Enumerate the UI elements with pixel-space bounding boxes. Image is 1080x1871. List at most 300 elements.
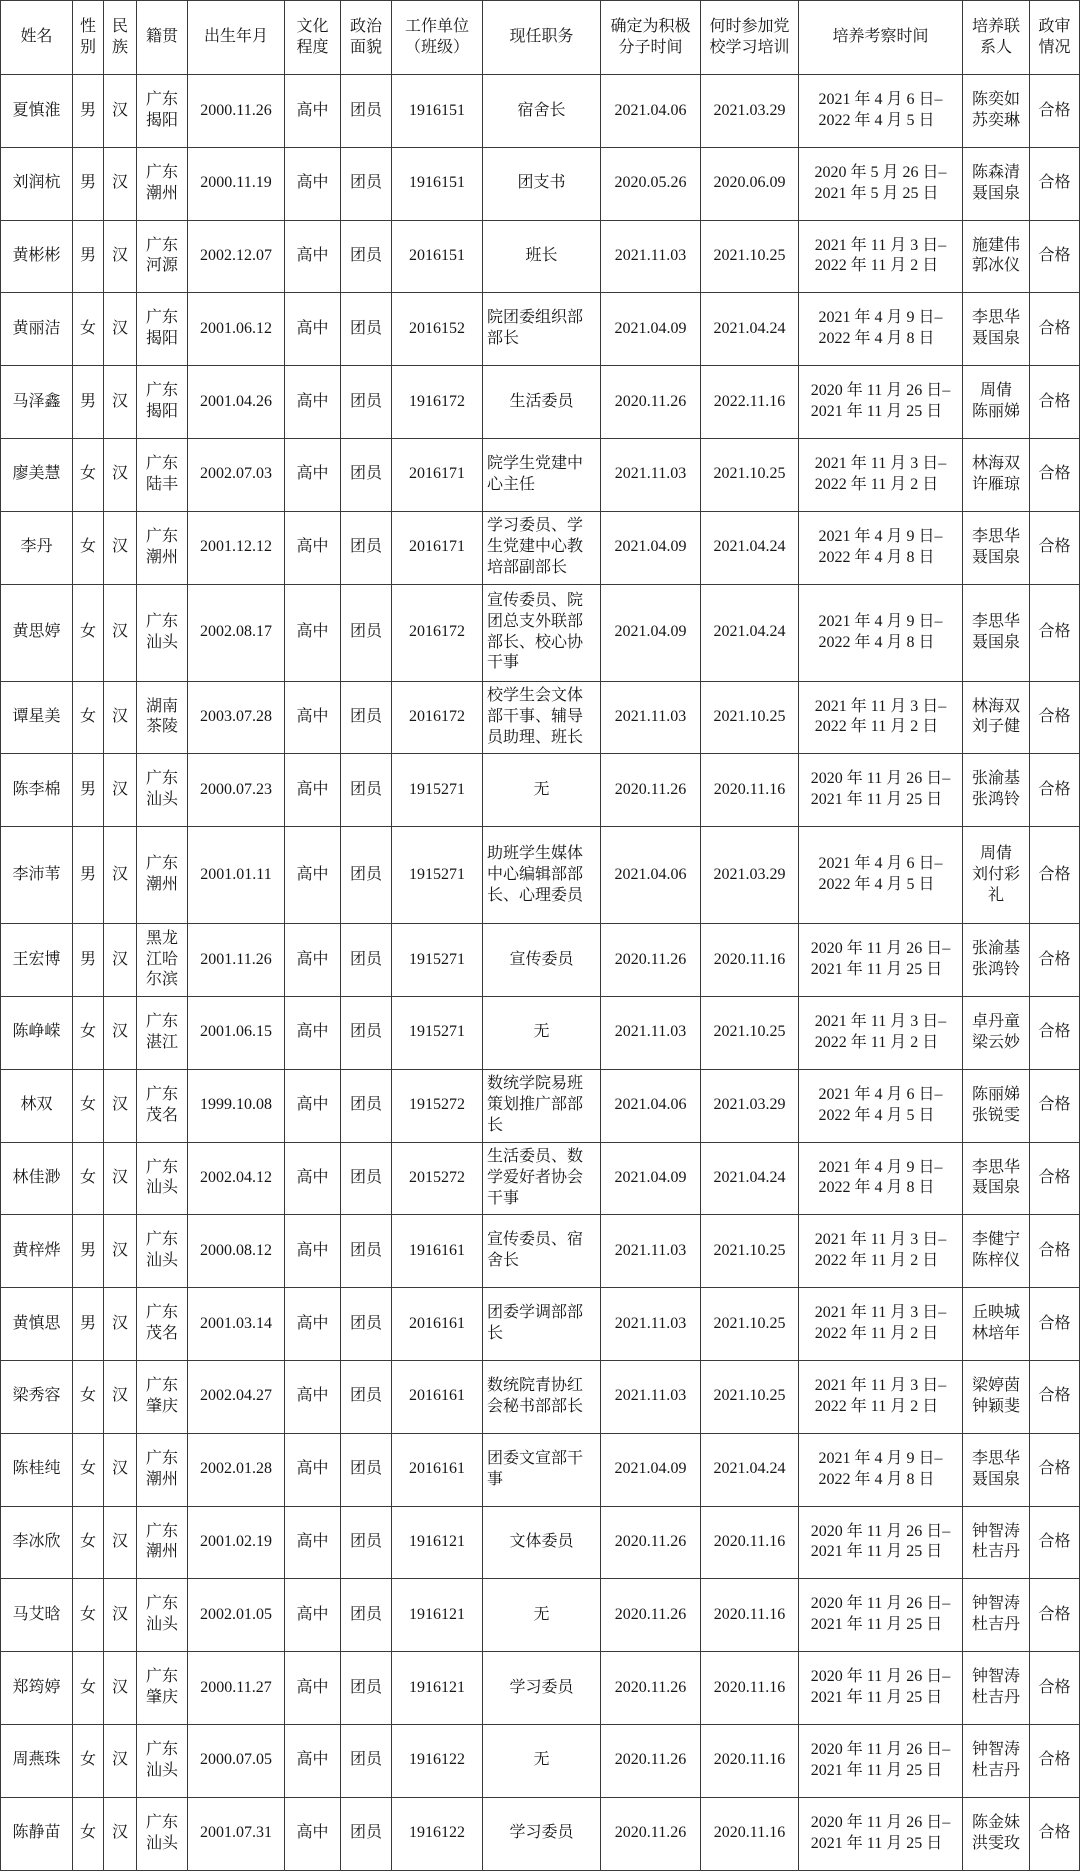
cell-work-unit: 1915271 [392, 827, 483, 924]
period-end: 2022 年 4 月 8 日 [818, 548, 935, 566]
cell-review-status: 合格 [1030, 366, 1080, 439]
header-line: 工作单位 [404, 17, 469, 35]
cell-education: 高中 [285, 366, 341, 439]
period-end: 2021 年 11 月 25 日 [810, 961, 943, 979]
header-line: （班级） [404, 38, 469, 56]
header-contacts [963, 1, 1030, 75]
contact-name: 李思华 [971, 1158, 1020, 1176]
cell-party-school-date: 2020.11.16 [701, 1724, 799, 1797]
cell-position [483, 1433, 601, 1506]
cell-gender: 男 [73, 827, 104, 924]
period-start: 2021 年 11 月 3 日– [814, 1231, 947, 1249]
header-training-period [799, 1, 963, 75]
contact-name: 丘映城 [971, 1304, 1020, 1322]
cell-review-status: 合格 [1030, 1069, 1080, 1142]
cell-birth-date: 2002.01.28 [188, 1433, 285, 1506]
cell-political-status: 团员 [341, 1652, 392, 1725]
cell-activist-date: 2021.04.06 [601, 1069, 701, 1142]
period-end: 2021 年 11 月 25 日 [810, 1834, 943, 1852]
contact-name: 刘付彩礼 [971, 865, 1020, 904]
cell-party-school-date: 2020.06.09 [701, 147, 799, 220]
table-row [1, 681, 1080, 754]
header-native-place [137, 1, 188, 75]
cell-training-period [799, 1215, 963, 1288]
cell-party-school-date: 2021.10.25 [701, 996, 799, 1069]
cell-birth-date: 2000.11.19 [188, 147, 285, 220]
contact-name: 钟智涛 [971, 1741, 1020, 1759]
cell-birth-date: 2001.06.12 [188, 293, 285, 366]
table-row [1, 220, 1080, 293]
cell-birth-date: 2001.07.31 [188, 1797, 285, 1870]
period-range [811, 939, 950, 981]
period-range [815, 1230, 946, 1272]
period-start: 2021 年 11 月 3 日– [814, 455, 947, 473]
cell-training-period [799, 1069, 963, 1142]
cell-ethnicity: 汉 [104, 1142, 137, 1215]
cell-political-status: 团员 [341, 681, 392, 754]
cell-party-school-date: 2020.11.16 [701, 1652, 799, 1725]
contact-name: 李思华 [971, 1449, 1020, 1467]
cell-party-school-date: 2021.10.25 [701, 681, 799, 754]
contact-name: 李思华 [971, 527, 1020, 545]
cell-position [483, 924, 601, 997]
position-text: 宣传委员、宿舍长 [487, 1231, 584, 1270]
cell-party-school-date: 2021.04.24 [701, 511, 799, 584]
cell-gender: 女 [73, 1360, 104, 1433]
position-text: 无 [533, 1751, 550, 1769]
cell-contacts [963, 147, 1030, 220]
cell-position [483, 293, 601, 366]
period-range [818, 1449, 942, 1491]
cell-name: 黄丽洁 [1, 293, 73, 366]
contact-name: 周倩 [979, 844, 1012, 862]
period-end: 2022 年 4 月 5 日 [818, 1106, 935, 1124]
cell-gender: 女 [73, 1797, 104, 1870]
contact-name: 苏奕琳 [971, 111, 1020, 129]
cell-gender: 女 [73, 1433, 104, 1506]
table-row [1, 293, 1080, 366]
cell-education: 高中 [285, 1652, 341, 1725]
cell-native-place: 广东汕头 [137, 1215, 188, 1288]
cell-ethnicity: 汉 [104, 584, 137, 681]
period-range [818, 308, 942, 350]
cell-activist-date: 2020.11.26 [601, 366, 701, 439]
cell-review-status: 合格 [1030, 293, 1080, 366]
cell-political-status: 团员 [341, 1724, 392, 1797]
cell-work-unit: 1916172 [392, 366, 483, 439]
cell-work-unit: 1916122 [392, 1724, 483, 1797]
cell-ethnicity: 汉 [104, 1652, 137, 1725]
cell-education: 高中 [285, 1579, 341, 1652]
period-start: 2020 年 11 月 26 日– [810, 1668, 951, 1686]
cell-ethnicity: 汉 [104, 438, 137, 511]
header-party-school-date [701, 1, 799, 75]
cell-education: 高中 [285, 1724, 341, 1797]
cell-review-status: 合格 [1030, 1724, 1080, 1797]
cell-activist-date: 2020.11.26 [601, 1506, 701, 1579]
position-text: 文体委员 [509, 1533, 574, 1551]
cell-position [483, 366, 601, 439]
cell-ethnicity: 汉 [104, 754, 137, 827]
contact-name: 聂国泉 [971, 1179, 1020, 1197]
cell-education: 高中 [285, 220, 341, 293]
period-range [811, 769, 950, 811]
period-end: 2021 年 11 月 25 日 [810, 1543, 943, 1561]
cell-work-unit: 1915272 [392, 1069, 483, 1142]
cell-gender: 女 [73, 1142, 104, 1215]
header-ethnicity [104, 1, 137, 75]
period-start: 2021 年 11 月 3 日– [814, 1013, 947, 1031]
cell-review-status: 合格 [1030, 1215, 1080, 1288]
period-start: 2020 年 11 月 26 日– [810, 1813, 951, 1831]
cell-contacts [963, 1215, 1030, 1288]
cell-work-unit: 1916122 [392, 1797, 483, 1870]
cell-gender: 女 [73, 438, 104, 511]
cell-gender: 男 [73, 366, 104, 439]
cell-political-status: 团员 [341, 924, 392, 997]
period-end: 2021 年 11 月 25 日 [810, 1616, 943, 1634]
cell-ethnicity: 汉 [104, 1433, 137, 1506]
cell-ethnicity: 汉 [104, 366, 137, 439]
cell-ethnicity: 汉 [104, 1288, 137, 1361]
cell-training-period [799, 1360, 963, 1433]
cell-review-status: 合格 [1030, 924, 1080, 997]
cell-party-school-date: 2020.11.16 [701, 1506, 799, 1579]
cell-work-unit: 1915271 [392, 924, 483, 997]
cell-review-status: 合格 [1030, 1797, 1080, 1870]
cell-political-status: 团员 [341, 366, 392, 439]
cell-name: 陈峥嵘 [1, 996, 73, 1069]
table-row [1, 1433, 1080, 1506]
contact-name: 陈森清 [971, 163, 1020, 181]
table-row [1, 147, 1080, 220]
cell-position [483, 147, 601, 220]
header-line: 别 [79, 38, 96, 56]
cell-position [483, 1360, 601, 1433]
cell-party-school-date: 2021.04.24 [701, 293, 799, 366]
cell-position [483, 1797, 601, 1870]
contact-name: 张鸿铃 [971, 961, 1020, 979]
cell-education: 高中 [285, 1797, 341, 1870]
cell-position [483, 1142, 601, 1215]
cell-party-school-date: 2020.11.16 [701, 754, 799, 827]
header-line: 性 [79, 17, 96, 35]
cell-ethnicity: 汉 [104, 511, 137, 584]
header-line: 出生年月 [203, 28, 268, 46]
cell-contacts [963, 1288, 1030, 1361]
contact-name: 卓丹童 [971, 1013, 1020, 1031]
cell-political-status: 团员 [341, 1797, 392, 1870]
cell-review-status: 合格 [1030, 1652, 1080, 1725]
cell-position [483, 1288, 601, 1361]
cell-native-place: 广东潮州 [137, 827, 188, 924]
cell-political-status: 团员 [341, 1142, 392, 1215]
period-start: 2021 年 4 月 9 日– [818, 309, 943, 327]
contact-name: 杜吉丹 [971, 1543, 1020, 1561]
period-end: 2022 年 11 月 2 日 [814, 257, 939, 275]
position-text: 生活委员 [509, 392, 574, 410]
period-end: 2021 年 11 月 25 日 [810, 791, 943, 809]
cell-contacts [963, 584, 1030, 681]
cell-work-unit: 1916121 [392, 1652, 483, 1725]
cell-gender: 女 [73, 1506, 104, 1579]
table-body [1, 75, 1080, 1871]
cell-political-status: 团员 [341, 1069, 392, 1142]
cell-education: 高中 [285, 438, 341, 511]
cell-birth-date: 2002.07.03 [188, 438, 285, 511]
cell-activist-date: 2020.05.26 [601, 147, 701, 220]
cell-contacts [963, 924, 1030, 997]
contact-name: 杜吉丹 [971, 1616, 1020, 1634]
cell-gender: 男 [73, 75, 104, 148]
cell-work-unit: 1915271 [392, 996, 483, 1069]
cell-activist-date: 2021.11.03 [601, 1215, 701, 1288]
cell-political-status: 团员 [341, 584, 392, 681]
cell-activist-date: 2020.11.26 [601, 924, 701, 997]
cell-review-status: 合格 [1030, 1360, 1080, 1433]
period-start: 2021 年 4 月 6 日– [818, 91, 943, 109]
cell-ethnicity: 汉 [104, 1215, 137, 1288]
position-text: 团委学调部部长 [487, 1304, 584, 1343]
period-end: 2022 年 4 月 8 日 [818, 1470, 935, 1488]
table-row [1, 996, 1080, 1069]
cell-birth-date: 2001.03.14 [188, 1288, 285, 1361]
cell-work-unit: 1915271 [392, 754, 483, 827]
cell-education: 高中 [285, 827, 341, 924]
cell-ethnicity: 汉 [104, 293, 137, 366]
cell-work-unit: 2016161 [392, 1360, 483, 1433]
period-start: 2020 年 11 月 26 日– [810, 382, 951, 400]
header-gender [73, 1, 104, 75]
cell-training-period [799, 1433, 963, 1506]
contact-name: 聂国泉 [971, 633, 1020, 651]
cell-ethnicity: 汉 [104, 1506, 137, 1579]
cell-education: 高中 [285, 293, 341, 366]
cell-activist-date: 2021.04.09 [601, 1142, 701, 1215]
cell-party-school-date: 2021.10.25 [701, 220, 799, 293]
position-text: 无 [533, 780, 550, 798]
header-line: 程度 [296, 38, 329, 56]
cell-education: 高中 [285, 996, 341, 1069]
contact-name: 梁婷茵 [971, 1377, 1020, 1395]
cell-activist-date: 2021.11.03 [601, 1288, 701, 1361]
period-range [814, 163, 946, 205]
cell-political-status: 团员 [341, 827, 392, 924]
period-range [811, 1522, 950, 1564]
cell-work-unit: 2016161 [392, 1288, 483, 1361]
period-range [815, 1303, 946, 1345]
cell-political-status: 团员 [341, 1215, 392, 1288]
header-line: 面貌 [349, 38, 382, 56]
cell-name: 李丹 [1, 511, 73, 584]
contact-name: 钟智涛 [971, 1668, 1020, 1686]
cell-contacts [963, 75, 1030, 148]
cell-native-place: 广东潮州 [137, 511, 188, 584]
cell-position [483, 827, 601, 924]
cell-ethnicity: 汉 [104, 1360, 137, 1433]
cell-party-school-date: 2021.10.25 [701, 1215, 799, 1288]
cell-training-period [799, 147, 963, 220]
cell-gender: 男 [73, 754, 104, 827]
contact-name: 张渝基 [971, 940, 1020, 958]
period-end: 2022 年 11 月 2 日 [814, 718, 939, 736]
contact-name: 李思华 [971, 309, 1020, 327]
cell-gender: 女 [73, 681, 104, 754]
cell-contacts [963, 511, 1030, 584]
cell-review-status: 合格 [1030, 438, 1080, 511]
period-end: 2022 年 4 月 8 日 [818, 633, 935, 651]
cell-gender: 女 [73, 1579, 104, 1652]
period-range [811, 381, 950, 423]
cell-birth-date: 2000.07.23 [188, 754, 285, 827]
cell-review-status: 合格 [1030, 996, 1080, 1069]
cell-party-school-date: 2021.04.24 [701, 1142, 799, 1215]
table-row [1, 924, 1080, 997]
position-text: 校学生会文体部干事、辅导员助理、班长 [487, 687, 584, 746]
period-range [815, 236, 946, 278]
cell-party-school-date: 2022.11.16 [701, 366, 799, 439]
cell-activist-date: 2021.11.03 [601, 220, 701, 293]
cell-name: 黄梓烨 [1, 1215, 73, 1288]
period-start: 2021 年 11 月 3 日– [814, 1377, 947, 1395]
cell-native-place: 广东汕头 [137, 1142, 188, 1215]
position-text: 宣传委员、院团总支外联部部长、校心协干事 [487, 591, 584, 672]
cell-training-period [799, 584, 963, 681]
header-line: 政治 [349, 17, 382, 35]
cell-work-unit: 1916151 [392, 147, 483, 220]
table-row [1, 511, 1080, 584]
position-text: 团委文宣部干事 [487, 1449, 584, 1488]
header-line: 确定为积极 [610, 17, 691, 35]
cell-party-school-date: 2021.10.25 [701, 1288, 799, 1361]
header-work-unit [392, 1, 483, 75]
table-row [1, 584, 1080, 681]
position-text: 无 [533, 1605, 550, 1623]
cell-gender: 男 [73, 1288, 104, 1361]
position-text: 团支书 [517, 174, 566, 192]
cell-gender: 男 [73, 1215, 104, 1288]
contact-name: 聂国泉 [971, 548, 1020, 566]
cell-birth-date: 2002.08.17 [188, 584, 285, 681]
cell-native-place: 广东河源 [137, 220, 188, 293]
cell-political-status: 团员 [341, 511, 392, 584]
cell-name: 陈李棉 [1, 754, 73, 827]
cell-ethnicity: 汉 [104, 1797, 137, 1870]
contact-name: 周倩 [979, 382, 1012, 400]
position-text: 宣传委员 [509, 950, 574, 968]
cell-party-school-date: 2021.10.25 [701, 438, 799, 511]
cell-education: 高中 [285, 754, 341, 827]
period-start: 2021 年 11 月 3 日– [814, 697, 947, 715]
cell-native-place: 广东潮州 [137, 1433, 188, 1506]
position-text: 学习委员 [509, 1678, 574, 1696]
header-education [285, 1, 341, 75]
cell-party-school-date: 2021.03.29 [701, 827, 799, 924]
cell-native-place: 广东肇庆 [137, 1652, 188, 1725]
contact-name: 杜吉丹 [971, 1689, 1020, 1707]
period-range [815, 697, 946, 739]
table-row [1, 1579, 1080, 1652]
cell-position [483, 754, 601, 827]
cell-birth-date: 2002.04.12 [188, 1142, 285, 1215]
cell-native-place: 广东潮州 [137, 147, 188, 220]
period-range [811, 1813, 950, 1855]
period-end: 2021 年 11 月 25 日 [810, 1761, 943, 1779]
contact-name: 林培年 [971, 1325, 1020, 1343]
cell-contacts [963, 827, 1030, 924]
table-row [1, 1288, 1080, 1361]
cell-birth-date: 2002.04.27 [188, 1360, 285, 1433]
header-line: 籍贯 [145, 28, 178, 46]
period-start: 2021 年 4 月 9 日– [818, 1158, 943, 1176]
cell-activist-date: 2021.04.09 [601, 293, 701, 366]
cell-education: 高中 [285, 1433, 341, 1506]
cell-work-unit: 2016171 [392, 438, 483, 511]
cell-birth-date: 1999.10.08 [188, 1069, 285, 1142]
period-range [811, 1740, 950, 1782]
cell-training-period [799, 1288, 963, 1361]
contact-name: 张锐雯 [971, 1106, 1020, 1124]
cell-contacts [963, 1797, 1030, 1870]
cell-name: 黄彬彬 [1, 220, 73, 293]
cell-name: 李沛苇 [1, 827, 73, 924]
cell-activist-date: 2020.11.26 [601, 754, 701, 827]
header-line: 校学习培训 [709, 38, 790, 56]
table-header [1, 1, 1080, 75]
cell-position [483, 681, 601, 754]
cell-position [483, 1652, 601, 1725]
cell-birth-date: 2001.12.12 [188, 511, 285, 584]
cell-training-period [799, 75, 963, 148]
contact-name: 李健宁 [971, 1231, 1020, 1249]
cell-native-place: 广东茂名 [137, 1069, 188, 1142]
cell-native-place: 湖南茶陵 [137, 681, 188, 754]
cell-position [483, 75, 601, 148]
cell-name: 陈静苗 [1, 1797, 73, 1870]
cell-position [483, 1069, 601, 1142]
contact-name: 刘子健 [971, 718, 1020, 736]
table-row [1, 1506, 1080, 1579]
cell-work-unit: 1916121 [392, 1506, 483, 1579]
cell-education: 高中 [285, 1288, 341, 1361]
cell-work-unit: 2016172 [392, 681, 483, 754]
cell-birth-date: 2000.11.27 [188, 1652, 285, 1725]
cell-activist-date: 2020.11.26 [601, 1579, 701, 1652]
cell-training-period [799, 1142, 963, 1215]
header-line: 文化 [296, 17, 329, 35]
contact-name: 陈金妹 [971, 1813, 1020, 1831]
period-start: 2021 年 4 月 6 日– [818, 1085, 943, 1103]
cell-activist-date: 2021.04.06 [601, 827, 701, 924]
cell-native-place: 广东揭阳 [137, 75, 188, 148]
cell-training-period [799, 1579, 963, 1652]
period-end: 2022 年 11 月 2 日 [814, 1252, 939, 1270]
cell-ethnicity: 汉 [104, 75, 137, 148]
cell-activist-date: 2020.11.26 [601, 1724, 701, 1797]
position-text: 生活委员、数学爱好者协会干事 [487, 1148, 584, 1207]
cell-name: 周燕珠 [1, 1724, 73, 1797]
table-row [1, 1360, 1080, 1433]
cell-gender: 女 [73, 996, 104, 1069]
period-range [818, 527, 942, 569]
table-row [1, 438, 1080, 511]
header-line: 族 [111, 38, 128, 56]
cell-review-status: 合格 [1030, 754, 1080, 827]
cell-gender: 女 [73, 293, 104, 366]
cell-birth-date: 2002.01.05 [188, 1579, 285, 1652]
period-start: 2020 年 11 月 26 日– [810, 770, 951, 788]
cell-political-status: 团员 [341, 996, 392, 1069]
